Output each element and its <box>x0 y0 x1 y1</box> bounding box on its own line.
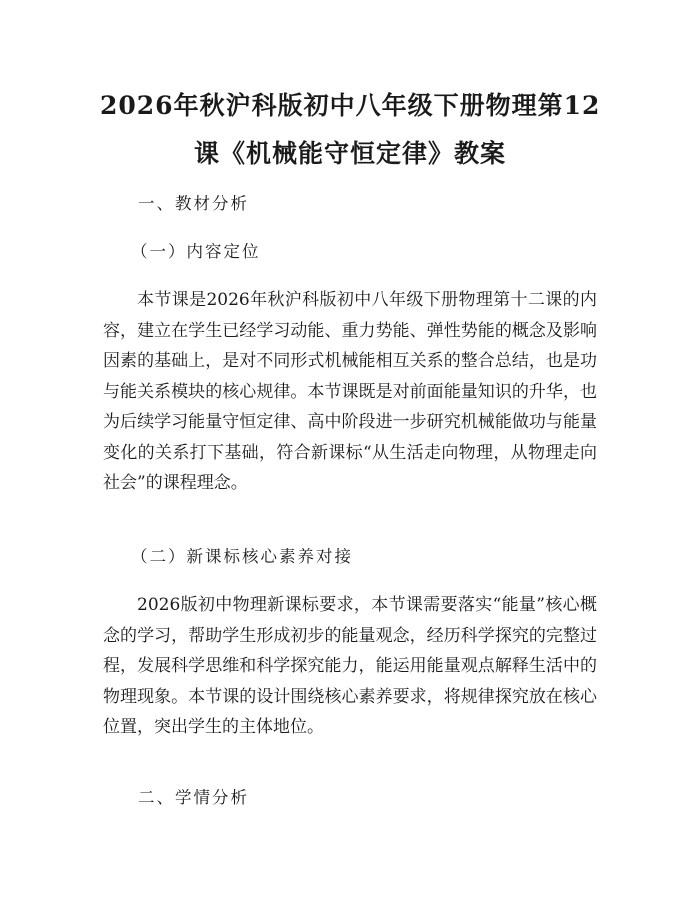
subsection-heading-content-positioning: （一）内容定位 <box>131 242 261 261</box>
section-heading-student-analysis: 二、学情分析 <box>138 788 249 807</box>
document-title-line-2: 课《机械能守恒定律》教案 <box>193 139 506 168</box>
paragraph-content-positioning: 本节课是2026年秋沪科版初中八年级下册物理第十二课的内容，建立在学生已经学习动能、重力势能、弹性势能的概念及影响因素的基础上，是对不同形式机械能相互关系的整合总结，也是功与能关系模块的核心规律。本节课既是对前面能量知识的升华，也为后续学习能量守恒定律、高中阶段进一步研究机械能做功与能量变化的关系打下基础，符合新课标“从生活走向物理，从物理走向社会”的课程理念。 <box>103 290 597 493</box>
section-heading-textbook-analysis: 一、教材分析 <box>138 194 249 213</box>
paragraph-core-competency: 2026版初中物理新课标要求，本节课需要落实“能量”核心概念的学习，帮助学生形成初步的能量观念，经历科学探究的完整过程，发展科学思维和科学探究能力，能运用能量观点解释生活中的物理现象。本节课的设计围绕核心素养要求，将规律探究放在核心位置，突出学生的主体地位。 <box>103 595 597 737</box>
document-title-line-1: 2026年秋沪科版初中八年级下册物理第12 <box>100 91 601 120</box>
subsection-heading-core-competency: （二）新课标核心素养对接 <box>131 547 353 566</box>
